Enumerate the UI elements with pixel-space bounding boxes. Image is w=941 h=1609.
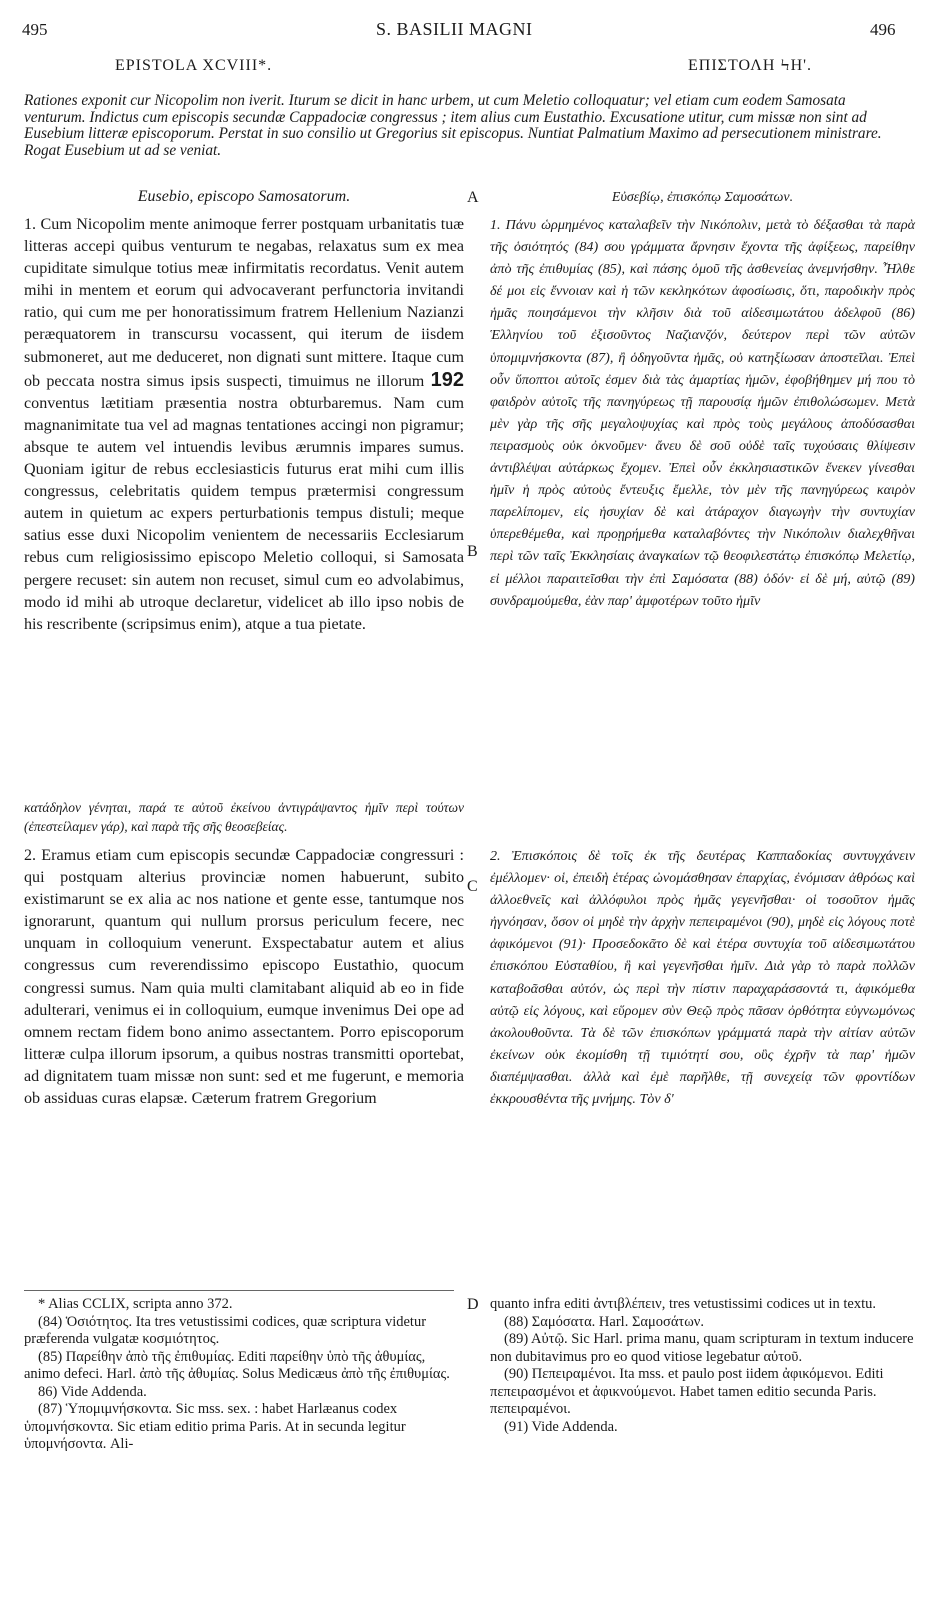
footnotes-left <box>24 1296 464 1454</box>
page-number-left: 495 <box>22 20 48 39</box>
latin-address: Eusebio, episcopo Samosatorum. <box>137 188 351 205</box>
footnote: (88) Σαμόσατα. Harl. Σαμοσάτων. <box>504 1313 704 1330</box>
latin-paragraph-1-start: 1. Cum Nicopolim mente animoque ferrer postquam urbanitatis tuæ litteras accepi quibus venturum te negabas, relaxatus sum ex mea cupiditate simulque totius meæ infirmitatis recordatus. Venit autem mihi in mentem et eorum qui advocaverant perfunctoria invitandi ratio, qui cum me per honoratissimum fratrem Hellenium Nazianzi peræquatorem in transcursu vocassent, qui iterum de iisdem submoneret, aut me deduceret, non dignati sunt mittere. Itaque cum ob peccata nostra simus ipsis suspecti, timuimus ne illorum <box>24 216 464 390</box>
footnote: (87) Ὑπομιμνήσκοντα. Sic mss. sex. : habet Harlæanus codex ὑπομνήσκοντα. Sic etiam editio prima Paris. At in secunda legitur ὑπομνήσοντα. Ali- <box>24 1401 406 1452</box>
latin-paragraph-1-end: conventus lætitiam præsentia nostra obturbaremus. Nam cum magnanimitate tua vel ad magnas tentationes accingi non pigramur; absque te autem vel intuendis levibus ærumnis impares sumus. Quoniam igitur de rebus ecclesiasticis futurus erat mihi cum illis congressus, celebritatis quidem tempus prætermisi congressum autem in quietum ac expers perturbationis tempus distuli; meque satius esse duxi Nicopolim venientem de necessariis Ecclesiarum rebus cum religiosissimo episcopo Meletio colloqui, si Samosata pergere recuset: sin autem non recuset, simul cum eo advolabimus, modo id mihi ab utroque declaretur, videlicet ab illo ipso nobis de his rescribente (scripsimus enim), atque a tua pietate. <box>24 394 464 633</box>
page-number-right: 496 <box>870 20 896 39</box>
margin-letter-d: D <box>467 1296 479 1313</box>
footnote: (90) Πεπειραμένοι. Ita mss. et paulo post iidem ἀφικόμενοι. Editi πεπειρασμένοι et ἀφικνούμενοι. Habet tamen editio secunda Paris. πεπειραμένοι. <box>490 1366 884 1417</box>
footnotes-right <box>490 1296 915 1436</box>
footnote: (85) Παρείθην ἀπὸ τῆς ἐπιθυμίας. Editi παρείθην ὑπὸ τῆς ἀθυμίας, animo defeci. Harl. ἀπὸ τῆς ἀθυμίας. Solus Medicæus ἀπὸ τῆς ἐπιθυμίας. <box>24 1348 450 1382</box>
footnote: 86) Vide Addenda. <box>38 1383 147 1400</box>
margin-letter-c: C <box>467 878 478 895</box>
greek-paragraph-2: 2. Ἐπισκόποις δὲ τοῖς ἐκ τῆς δευτέρας Καππαδοκίας συντυγχάνειν ἐμέλλομεν· οἱ, ἐπειδὴ ἑτέρας ὠνομάσθησαν ἐπαρχίας, ἐνόμισαν ἀθρόως καὶ ἀλλοεθνεῖς καὶ ἀλλόφυλοι πρὸς ἡμᾶς γεγενῆσθαι· οἱ τοσοῦτον ἡμᾶς ἠγνόησαν, ὅσον οἱ μηδὲ τὴν ἀρχὴν πεπειραμένοι (90), μηδὲ εἰς λόγους ποτὲ ἀφικόμενοι (91)· Προσεδοκᾶτο δὲ καὶ ἑτέρα συντυχία τοῦ αἰδεσιμωτάτου ἐπισκόπου Εὐσταθίου, ἣ καὶ γεγενῆσθαι ἡμῖν. Διὰ γὰρ τὸ παρὰ πολλῶν καταβοᾶσθαι αὐτόν, ὡς περὶ τὴν πίστιν παραχαράσσοντά τι, ἀφικόμεθα αὐτῷ εἰς λόγους, καὶ εὕρομεν σὺν Θεῷ πρὸς πᾶσαν ὀρθότητα εὐγνωμόνως ἀκολουθοῦντα. Τὰ δὲ τῶν ἐπισκόπων γράμματά παρὰ τὴν αἰτίαν αὐτῶν ἐκείνων οὐκ ἐκομίσθη τῇ τιμιότητί σου, οὓς ἐχρῆν τὰ παρ' ἡμῶν διαπέμψασθαι. ἀλλὰ καὶ ἐμὲ παρῆλθε, τῇ συνεχείᾳ τῶν φροντίδων ἐκκρουσθέντα τῆς μνήμης. Τὸν δ' <box>490 848 915 1108</box>
column-number: 192 <box>430 368 464 391</box>
margin-letter-a: A <box>467 189 479 206</box>
latin-greek-continuation: κατάδηλον γένηται, παρά τε αὐτοῦ ἐκείνου ἀντιγράψαντος ἡμῖν περὶ τούτων (ἐπεστείλαμεν γάρ), καὶ παρὰ τῆς σῆς θεοσεβείας. <box>24 800 464 834</box>
footnote: (89) Αὐτῷ. Sic Harl. prima manu, quam scripturam in textum inducere non dubitavimus pro eo quod vitiose legebatur αὐτοῦ. <box>490 1331 914 1365</box>
footnote: (91) Vide Addenda. <box>504 1418 618 1435</box>
greek-address: Εὐσεβίῳ, ἐπισκόπῳ Σαμοσάτων. <box>611 190 794 205</box>
epistola-greek-title: ΕΠΙΣΤΟΛΗ ϞΗ'. <box>688 57 813 74</box>
running-title: S. BASILII MAGNI <box>376 19 533 39</box>
footnote: quanto infra editi ἀντιβλέπειν, tres vetustissimi codices ut in textu. <box>490 1296 876 1312</box>
epistola-latin-title: EPISTOLA XCVIII*. <box>115 57 273 74</box>
greek-paragraph-1: 1. Πάνυ ὡρμημένος καταλαβεῖν τὴν Νικόπολιν, μετὰ τὸ δέξασθαι τὰ παρὰ τῆς ὁσιότητός (84) σου γράμματα ἄρνησιν ἔχοντα τῆς ἀφίξεως, παρείθην ἀπὸ τῆς ἐπιθυμίας (85), καὶ πάσης ὁμοῦ τῆς ἀσθενείας ἀνεμνήσθην. Ἦλθε δέ μοι εἰς ἔννοιαν καὶ ἡ τῶν κεκληκότων ἀφοσίωσις, ὅτι, παροδικὴν πρὸς ἡμᾶς ποιησάμενοι τὴν κλῆσιν διὰ τοῦ αἰδεσιμωτάτου ἀδελφοῦ (86) Ἑλληνίου τοῦ ἐξισοῦντος Ναζιανζόν, δεύτερον περὶ τῶν αὐτῶν ὑπομιμνήσκοντα (87), ἢ ὁδηγοῦντα ἡμᾶς, οὐ κατηξίωσαν ἀποστεῖλαι. Ἐπεὶ οὖν ὕποπτοι αὐτοῖς ἐσμεν διὰ τὰς ἁμαρτίας ἡμῶν, ἐφοβήθημεν μή που τὸ φαιδρὸν αὐτοῖς τῆς πανηγύρεως τῇ παρουσίᾳ ἡμῶν ἐπιθολώσωμεν. Μετὰ μὲν γὰρ τῆς σῆς μεγαλοψυχίας καὶ πρὸς τοὺς μεγάλους ἀποδύσασθαι πειρασμοὺς οὐκ ὀκνοῦμεν· ἄνευ δὲ σοῦ οὐδὲ ταῖς τυχούσαις θλίψεσιν ἀντιβλέψαι αὐτάρκως ἔχομεν. Ἐπεὶ οὖν ἐκκλησιαστικῶν ἕνεκεν γίνεσθαι ἡμῖν ἡ πρὸς αὐτοὺς ἔντευξις ἔμελλε, τὸν μὲν τῆς πανηγύρεως καιρὸν παρελίπομεν, εἰς ἡσυχίαν δὲ καὶ ἀτάραχον διαγωγὴν τὴν συντυχίαν ὑπερεθέμεθα, καὶ προῃρήμεθα καταλαβόντες τὴν Νικόπολιν διαλεχθῆναι περὶ τῶν ταῖς Ἐκκλησίαις ἀναγκαίων τῷ θεοφιλεστάτῳ ἐπισκόπῳ Μελετίῳ, εἰ μέλλοι παραιτεῖσθαι τὴν ἐπὶ Σαμόσατα (88) ὁδόν· εἰ δὲ μή, αὐτῷ (89) συνδραμούμεθα, ἐὰν παρ' ἀμφοτέρων τοῦτο ἡμῖν <box>490 217 915 609</box>
latin-paragraph-1 <box>24 214 464 636</box>
footnote: * Alias CCLIX, scripta anno 372. <box>38 1296 233 1312</box>
latin-paragraph-2: 2. Eramus etiam cum episcopis secundæ Cappadociæ congressuri : qui postquam alterius provinciæ nomen habuerunt, subito existimarunt se ex alia ac nos natione et gente esse, tantumque nos ignorarunt, quantum qui nullum prorsus periculum fecere, nec unquam in colloquium venerunt. Exspectabatur autem et alius congressus cum reverendissimo episcopo Eustathio, quocum congressi sumus. Nam quia multi clamitabant aliquid ab eo in fide adulterari, venimus ei in colloquium, eumque invenimus Dei ope ad omnem rectam fidem bono animo assectantem. Porro episcoporum litteræ culpa illorum ipsorum, a quibus nostras transmitti oportebat, ad dignitatem tuam missæ non sunt: sed et me fugerunt, e memoria ob assiduas curas elapsæ. Cæterum fratrem Gregorium <box>24 847 464 1108</box>
footnote: (84) Ὁσιότητος. Ita tres vetustissimi codices, quæ scriptura videtur præferenda vulgatæ κοσμιότητος. <box>24 1313 427 1347</box>
footnote-rule <box>24 1290 454 1291</box>
letter-summary: Rationes exponit cur Nicopolim non iverit. Iturum se dicit in hanc urbem, ut cum Meletio colloquatur; vel etiam cum eodem Samosata venturum. Indictus cum episcopis secundæ Cappadociæ congressus ; item alius cum Eustathio. Excusatione utitur, cum missæ non sint ad Eusebium litteræ episcoporum. Perstat in suo consilio ut Gregorius sit episcopus. Nuntiat Palmatium Maximo ad persecutionem ministrare. Rogat Eusebium ut ad se veniat. <box>24 92 882 159</box>
margin-letter-b: B <box>467 543 478 560</box>
